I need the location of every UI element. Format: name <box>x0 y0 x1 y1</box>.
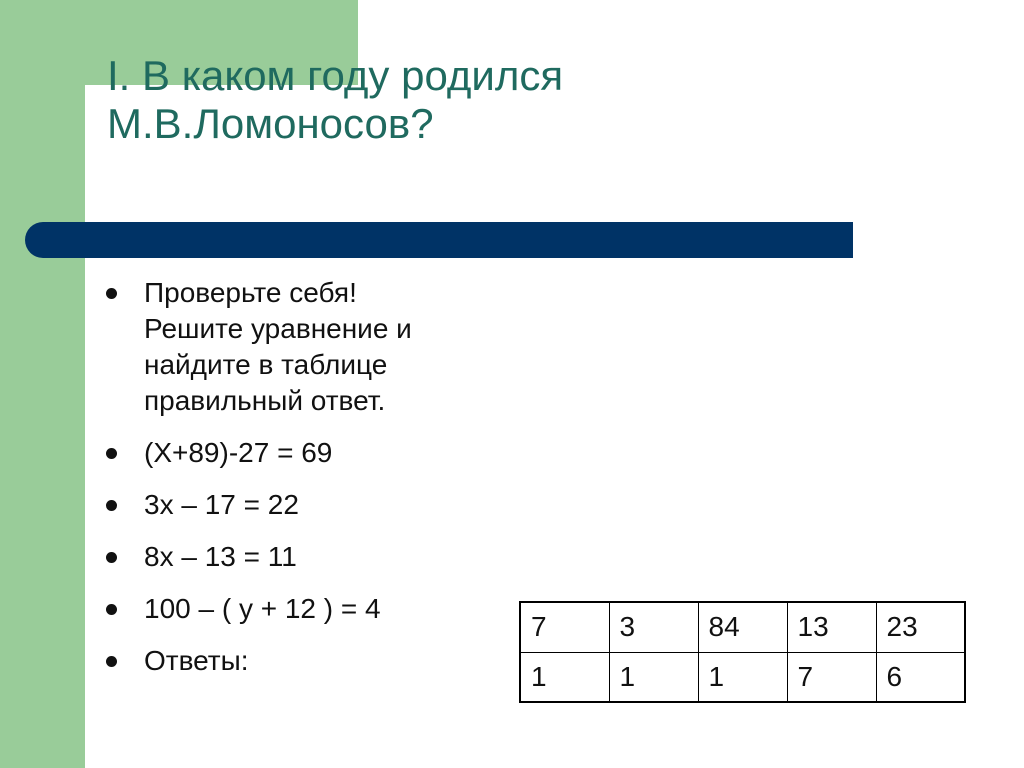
table-cell: 23 <box>876 602 965 652</box>
bullet-dot-icon <box>106 552 117 563</box>
bullet-dot-icon <box>106 448 117 459</box>
bullet-text: Ответы: <box>144 645 249 676</box>
bullet-item-equation-2 <box>104 487 524 523</box>
slide-title-line: I. В каком году родился <box>107 52 564 99</box>
bullet-item-instructions <box>104 275 524 419</box>
bullet-dot-icon <box>106 500 117 511</box>
title-divider-bar <box>25 222 853 258</box>
accent-bar-left <box>0 0 85 768</box>
bullet-list <box>104 275 524 695</box>
bullet-text: 3х – 17 = 22 <box>144 489 299 520</box>
bullet-text-line: Проверьте себя! <box>144 277 357 308</box>
table-cell: 7 <box>787 652 876 702</box>
bullet-item-equation-1 <box>104 435 524 471</box>
bullet-text: (Х+89)-27 = 69 <box>144 437 333 468</box>
table-row <box>520 652 965 702</box>
bullet-text-line: Решите уравнение и <box>144 313 412 344</box>
bullet-dot-icon <box>106 604 117 615</box>
table-cell: 3 <box>609 602 698 652</box>
table-cell: 1 <box>698 652 787 702</box>
bullet-text: 8х – 13 = 11 <box>144 541 297 572</box>
bullet-dot-icon <box>106 288 117 299</box>
slide-title-line: М.В.Ломоносов? <box>107 100 434 147</box>
table-cell: 13 <box>787 602 876 652</box>
table-row <box>520 602 965 652</box>
table-cell: 1 <box>520 652 609 702</box>
bullet-text-line: найдите в таблице <box>144 349 388 380</box>
bullet-item-answers-label <box>104 643 524 679</box>
bullet-text <box>144 275 524 419</box>
bullet-dot-icon <box>106 656 117 667</box>
table-cell: 6 <box>876 652 965 702</box>
bullet-item-equation-3 <box>104 539 524 575</box>
slide-title <box>107 52 867 148</box>
table-cell: 84 <box>698 602 787 652</box>
bullet-text: 100 – ( у + 12 ) = 4 <box>144 593 381 624</box>
bullet-text-line: правильный ответ. <box>144 385 386 416</box>
bullet-item-equation-4 <box>104 591 524 627</box>
answers-table <box>519 601 966 703</box>
table-cell: 1 <box>609 652 698 702</box>
table-cell: 7 <box>520 602 609 652</box>
